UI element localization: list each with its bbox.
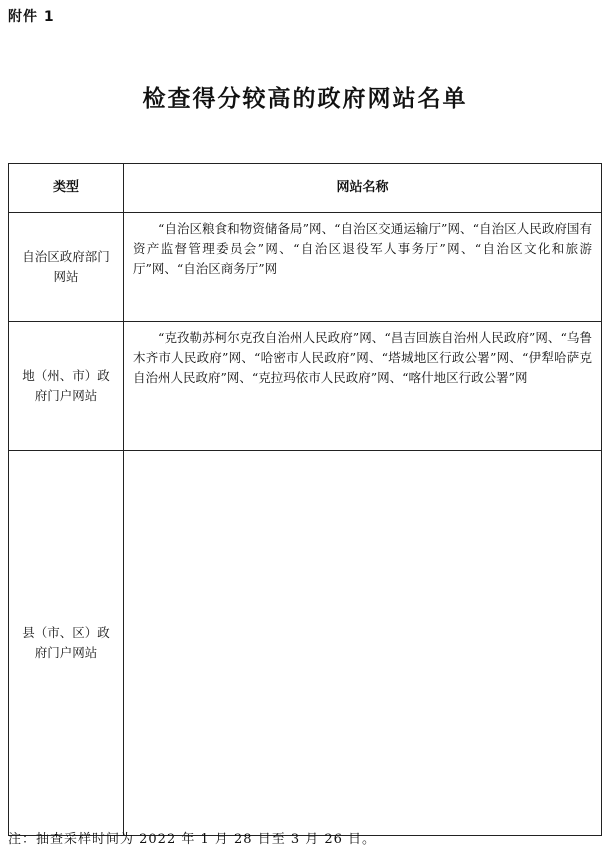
header-website-names: 网站名称	[124, 164, 602, 213]
row-type-cell: 县（市、区）政府门户网站	[9, 451, 124, 836]
header-type: 类型	[9, 164, 124, 213]
row-type-cell: 自治区政府部门网站	[9, 213, 124, 322]
attachment-label: 附件 1	[8, 9, 55, 25]
table-row	[9, 213, 602, 322]
document-title: 检查得分较高的政府网站名单	[142, 85, 468, 112]
row-names-cell	[124, 451, 602, 836]
table-header-row	[9, 164, 602, 213]
row-type-cell: 地（州、市）政府门户网站	[9, 322, 124, 451]
sampling-note: 注：抽查采样时间为 2022 年 1 月 28 日至 3 月 26 日。	[8, 832, 377, 847]
table-row	[9, 322, 602, 451]
row-names-cell: “自治区粮食和物资储备局”网、“自治区交通运输厅”网、“自治区人民政府国有资产监督管理委员会”网、“自治区退役军人事务厅”网、“自治区文化和旅游厅”网、“自治区商务厅”网	[124, 213, 602, 322]
website-list-table	[8, 163, 602, 836]
table-row	[9, 451, 602, 836]
row-names-cell: “克孜勒苏柯尔克孜自治州人民政府”网、“昌吉回族自治州人民政府”网、“乌鲁木齐市人民政府”网、“哈密市人民政府”网、“塔城地区行政公署”网、“伊犁哈萨克自治州人民政府”网、“克拉玛依市人民政府”网、“喀什地区行政公署”网	[124, 322, 602, 451]
